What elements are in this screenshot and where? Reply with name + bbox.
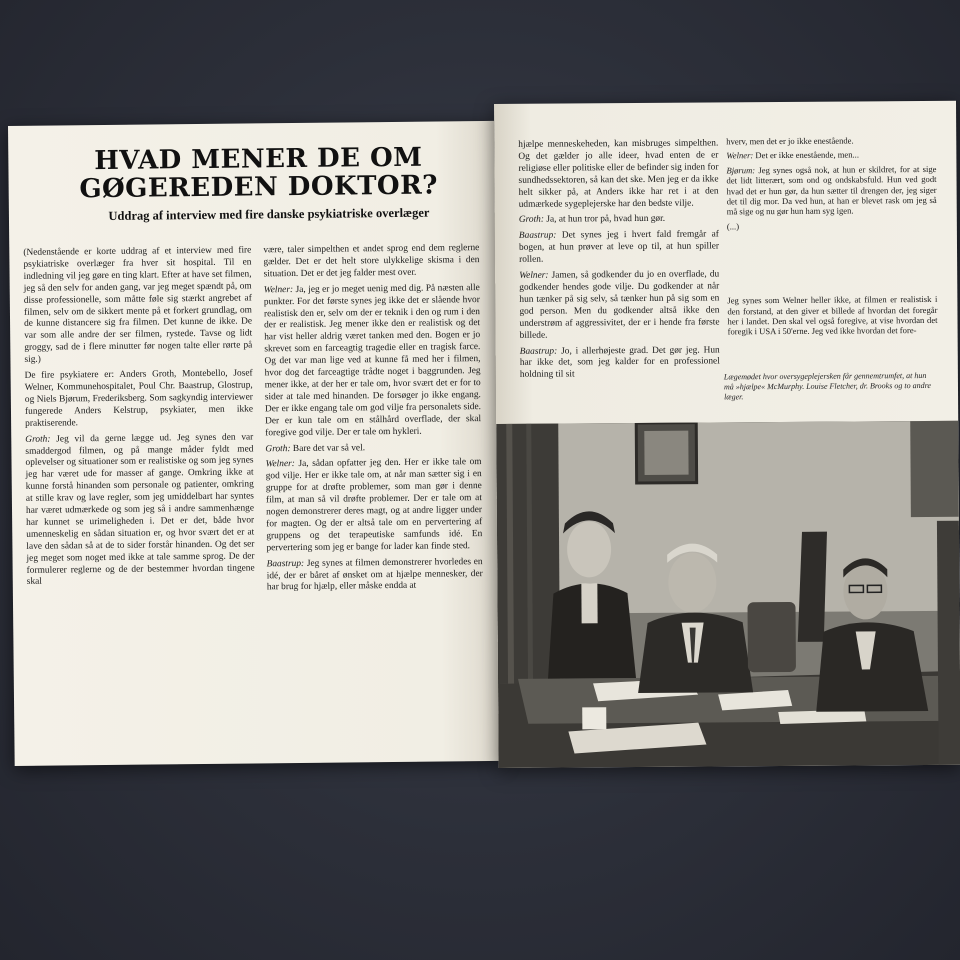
dialogue-paragraph (726, 164, 936, 217)
dialogue-paragraph: hverv, men det er jo ikke enestående. (726, 135, 854, 147)
dialogue-paragraph (520, 345, 720, 382)
dialogue-text: Jeg vil da gerne lægge ud. Jeg synes den var smaddergod filmen, og på mange måder fyldt med oplevelser og situationer som er realistiske og som jeg synes jeg har været ude for masser af gange. Omkring ikke at kunne forstå hinanden som personale og patienter, omkring at stille krav og lave regler, som jeg umiddelbart har syntes har været udmærkede og som jeg så i andre sammenhænge har kunnet se urimeligheden i. Det er det, både hvor umenneskelig en sådan situation er, og hvor svært det er at lave den sådan så at de to sider forstår hinanden. Og det ser jeg meget som noget med ikke at tale samme sprog. De der formulerer reglerne og de der bestemmer hvordan tingene skal (25, 432, 255, 588)
dialogue-paragraph (25, 432, 255, 589)
dialogue-paragraph (267, 557, 483, 595)
dialogue-paragraph (519, 214, 719, 227)
headline-line-1: HVAD MENER DE OM (94, 142, 423, 177)
speaker-name: Welner: (263, 284, 294, 296)
dialogue-text: Det er ikke enestående, men... (753, 149, 860, 161)
speaker-name: Groth: (25, 434, 51, 445)
left-page (8, 121, 501, 766)
speaker-name: Groth: (265, 443, 291, 454)
speaker-name: Baastrup: (519, 346, 558, 357)
column-gap (727, 234, 937, 295)
dialogue-paragraph: være, taler simpelthen et andet sprog end dem reglerne gælder. Det er det helt store ulykkelige skisma i den situation. Det er det jeg falder mest over. (263, 243, 480, 280)
dialogue-text: Jo, i allerhøjeste grad. Det gør jeg. Hun har ikke det, som jeg kalder for en professionel holdning til sit (519, 344, 720, 381)
ellipsis-paragraph: (...) (726, 221, 740, 232)
photo-caption: Lægemødet hvor oversygeplejersken får gennemtrumfet, at hun må »hjælpe« McMurphy. Louise Fletcher, dr. Brooks og to andre læger. (723, 370, 931, 402)
closing-paragraph: Jeg synes som Welner heller ikke, at filmen er realistisk i den forstand, at den giver et billede af hvordan det foregår her i landet. Den skal vel også foregive, at vise hvordan det foregik i USA i 50'erne. Jeg ved ikke hvordan det fore- (727, 294, 938, 337)
film-still-photo (496, 421, 960, 768)
dialogue-text: Ja, sådan opfatter jeg den. Her er ikke tale om god vilje. Her er ikke tale om, at når man sætter sig i en gruppe for at drøfte problemer, som man gør i denne film, at man så vil drøfte problemer. Der er tale om at nogen demonstrerer deres magt, og at andre ligger under for magten. Og der er altså tale om en pervertering af gruppens og det terapeutiske samfunds idé. En pervertering som jeg er bange for lader kan finde sted. (265, 457, 483, 554)
speaker-name: Bjørum: (726, 164, 756, 176)
dialogue-paragraph (519, 230, 719, 267)
left-column-1 (23, 245, 255, 593)
speaker-name: Baastrup: (518, 230, 557, 242)
dialogue-text: Jamen, så godkender du jo en overflade, du godkender hendes gode vilje. Du godkender at når hun tænker på sig selv, så tænker hun på sig som en god person. Men du godkender altså ikke den understrøm af aggressivitet, der er i hende fra første billede. (519, 269, 720, 341)
left-column-2 (263, 243, 483, 599)
dialogue-paragraph: hjælpe menneskeheden, kan misbruges simpelthen. Og det gælder jo alle ideer, hvad enten de er religiøse eller politiske eller de befinder sig inden for sundhedssektoren, så kan det ske. Men jeg er da ikke helt sikker på, at Anders ikke har ret i at den udmærkede sygeplejerske har den bedste vilje. (518, 138, 719, 210)
dialogue-paragraph (266, 457, 483, 555)
dialogue-paragraph (519, 269, 719, 342)
headline-line-2: GØGEREDEN DOKTOR? (79, 170, 439, 205)
photo-illustration (496, 421, 960, 768)
article-headline (48, 143, 469, 203)
dialogue-text: Ja, jeg er jo meget uenig med dig. På næsten alle punkter. For det første synes jeg ikke det er slående hvor realistisk den er, selv om der er teknik i den og rum i den der er realistisk. Jeg mener ikke den er realistisk og det har vist heller aldrig været tanken med den. Bogen er jo skrevet som en farceagtig tragedie eller en tragisk farce. Og det var man lige ved at kunne få med her i filmen, hvor dog det farceagtige trådte noget i baggrunden. Jeg mener ikke, at der her er tale om, hvor svært det er for to sider at tale med hinanden. De forsøger jo ikke engang. Der er ikke engang tale om god vilje fra personalets side. Der er kun tale om en stålhård overflade, der skal foregive god vilje. Der er tale om hykleri. (263, 282, 482, 438)
participants-paragraph: De fire psykiatere er: Anders Groth, Montebello, Josef Welner, Kommunehospitalet, Poul Chr. Baastrup, Glostrup, og Niels Bjørum, Frederiksberg. Som sagkyndig interviewer fungerede Anders Kelstrup, psykiater, men ikke praktiserende. (24, 368, 254, 429)
dialogue-paragraph (265, 442, 481, 456)
speaker-name: Welner: (726, 150, 754, 161)
article-subheading: Uddrag af interview med fire danske psykiatriske overlæger (108, 205, 430, 223)
dialogue-text: Jeg synes også nok, at hun er skildret, for at sige det lidt litterært, som ond og ondskabsfuld. Hun ved godt hvad det er hun gør, da hun sætter til drengen der, jeg siger det til dig mor. Da ved hun, at han er blevet rask om jeg så må sige og nu gør hun ham syg igen. (726, 163, 937, 217)
dialogue-text: Det synes jeg i hvert fald fremgår af bogen, at hun prøver at leve op til, at hun spiller rollen. (518, 229, 720, 265)
intro-paragraph: (Nedenstående er korte uddrag af et interview med fire psykiatriske overlæger fra hver sit hospital. Til en indledning vil jeg gøre en ting klart. Efter at have set filmen, jeg så den selv for anden gang, var jeg meget spændt på, om disse professionelle, som måtte føle sig stærkt angrebet af filmen, selv om de sikkert mente på et forkert grundlag, om de kunne distancere sig fra filmen. Det kunne de ikke. De var som alle andre der ser filmen, rystede. Tavse og lidt groggy, sad de i flere minutter før nogen talte eller rørte på sig.) (23, 245, 253, 365)
right-page (494, 101, 960, 768)
dialogue-text: Ja, at hun tror på, hvad hun gør. (543, 214, 666, 226)
right-column-2 (726, 135, 937, 341)
dialogue-paragraph (726, 149, 936, 161)
right-column-1 (518, 138, 720, 386)
dialogue-text: Jeg synes at filmen demonstrerer hvorledes en idé, der er båret af ønsket om at hjælpe mennesker, der har brug for hjælp, eller måske endda at (266, 556, 483, 593)
dialogue-paragraph (264, 283, 482, 440)
dialogue-text: Bare det var så vel. (290, 442, 366, 454)
speaker-name: Welner: (519, 270, 549, 281)
speaker-name: Welner: (265, 459, 295, 470)
speaker-name: Baastrup: (266, 558, 305, 569)
speaker-name: Groth: (518, 215, 545, 226)
